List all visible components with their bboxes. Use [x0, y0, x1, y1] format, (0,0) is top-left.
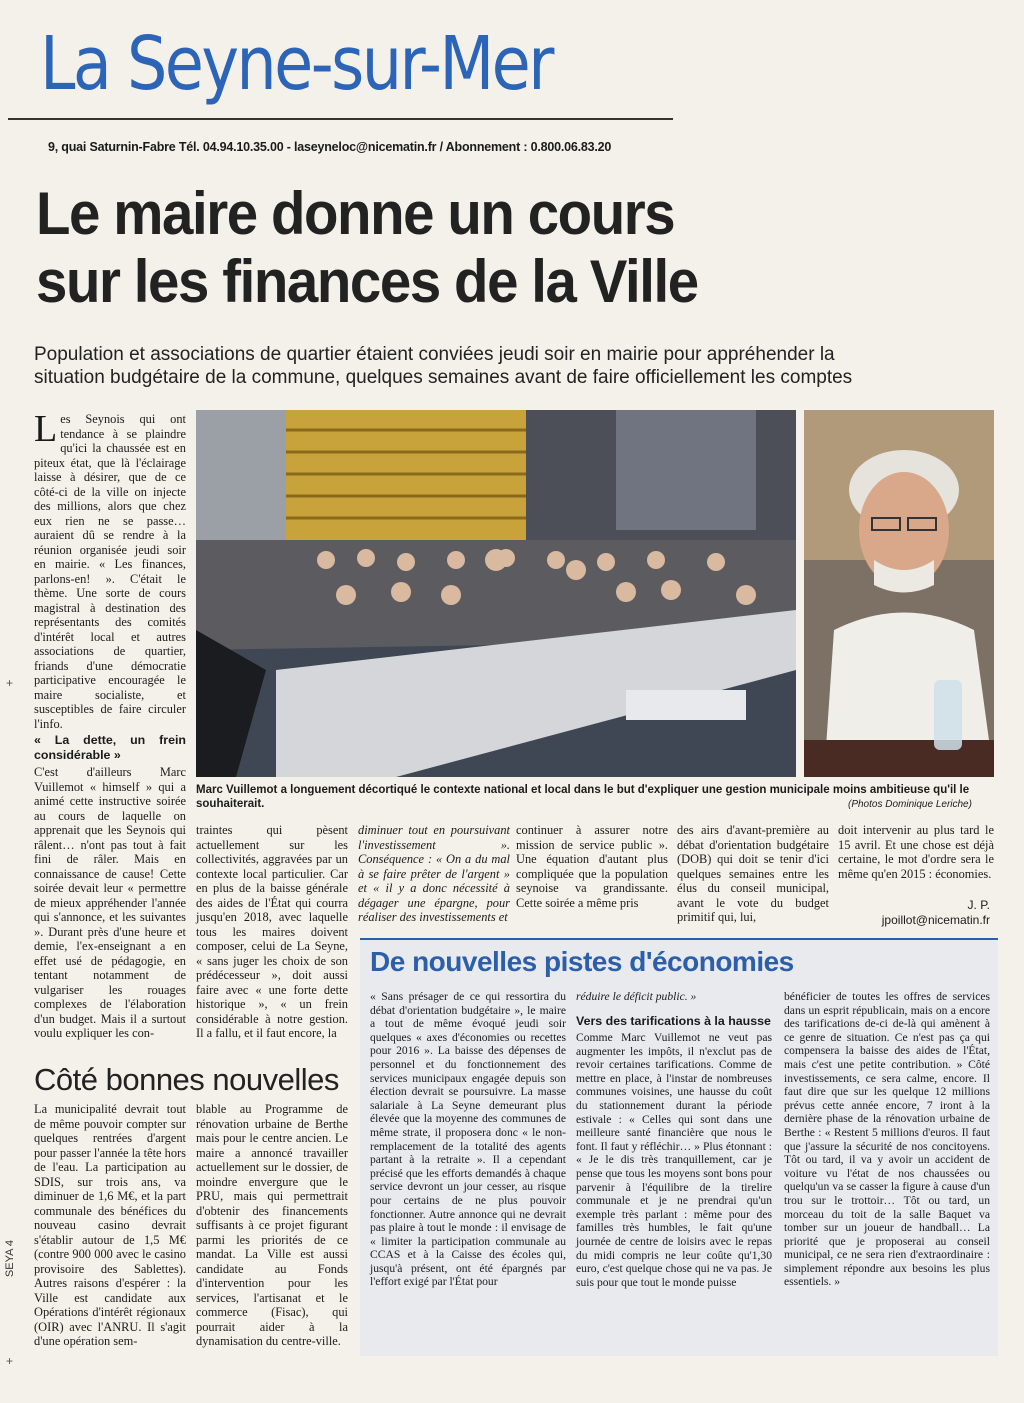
article-body-2: traintes qui pèsent actuellement sur les collectivités, aggravées par un contexte local particulier. Car en plus de la baisse générale des aides de l'État qui courra jusqu'en 2018, avec laquelle tous les maires doivent composer, celui de La Seyne, « sans juger les choix de son prédécesseur », doit aussi faire avec « une forte dette historique », « un frein considérable à notre gestion. Il a fallu, et il faut encore, la	[196, 823, 348, 1040]
article-column-4	[516, 823, 668, 912]
good-news-column-1	[34, 1102, 186, 1351]
good-news-title: Côté bonnes nouvelles	[34, 1062, 339, 1097]
article-body-3: diminuer tout en poursuivant l'investissement ». Conséquence : « On a du mal à se faire prêter de l'argent » et « il y a donc nécessité à dégager une épargne, pour réaliser des investissements et	[358, 823, 510, 924]
drop-cap: L	[34, 408, 58, 450]
meeting-photo	[196, 410, 796, 777]
article-column-5	[677, 823, 829, 927]
masthead	[40, 14, 640, 132]
headline	[36, 180, 938, 316]
economies-column-1	[370, 990, 566, 1291]
masthead-rule	[8, 118, 673, 120]
byline	[830, 898, 990, 928]
registration-mark-icon: +	[6, 676, 14, 690]
economies-column-3	[784, 990, 990, 1291]
deck-line-1: Population et associations de quartier étaient conviées jeudi soir en mairie pour appréhender la	[34, 344, 835, 365]
deck-line-2: situation budgétaire de la commune, quelques semaines avant de faire officiellement les comptes	[34, 367, 853, 388]
photo-caption: Marc Vuillemot a longuement décortiqué le contexte national et local dans le but d'expliquer une gestion municipale moins ambitieuse qu'il le souhaiterait.	[196, 784, 970, 810]
article-column-6	[838, 823, 994, 883]
economies-body-3: bénéficier de toutes les offres de services dans un esprit républicain, mais on a encore des tarifications de-ci de-là qui amènent à ce genre de situation. Ce n'est pas ça qui compensera la baisse des aides de l'État, mais c'est une petite contribution. » Côté investissements, ce sera calme, encore. Il faut dire que sur les quelque 12 millions prévus cette année encore, 7 iront à la dernière phase de la rénovation urbaine de Berthe : « Restent 5 millions d'euros. Il faut que j'assure la sécurité de nos concitoyens. Tôt ou tard, il va y avoir un accident de voiture vu l'état de nos chaussées ou quelqu'un va se casser la figure à cause d'un trou sur le trottoir… Tôt ou tard, un morceau du toit de la salle Baquet va tomber sur un joueur de handball… La priorité que je proposerai au conseil municipal, ce ne sera rien d'extraordinaire : simplement répondre aux besoins les plus essentiels. »	[784, 990, 990, 1289]
byline-initials: J. P.	[967, 898, 990, 912]
masthead-title: La Seyne-sur-Mer	[40, 21, 552, 107]
deck	[34, 343, 994, 389]
economies-body-2-top: réduire le déficit public. »	[576, 990, 697, 1003]
article-column-3	[358, 823, 510, 927]
article-body-1: C'est d'ailleurs Marc Vuillemot « himself » qui a animé cette instructive soirée au cours de laquelle on apprenait que les Seynois qui râlent… n'ont pas tout à fait fini de râler. Mais en connaissance de cause! Cette soirée devait leur « permettre de mieux appréhender l'année qui s'annonce, et les suivantes ». Durant près d'une heure et demie, l'ex-enseignant a en effet usé de pédagogie, en tentant notamment de vulgariser les rouages complexes de l'élaboration d'un budget. Mais il a surtout voulu expliquer les con-	[34, 765, 186, 1040]
good-news-column-2	[196, 1102, 348, 1351]
photo-credit: (Photos Dominique Leriche)	[848, 799, 972, 810]
registration-mark-icon: +	[6, 1354, 14, 1368]
economies-box-title: De nouvelles pistes d'économies	[370, 946, 794, 977]
headline-line-2: sur les finances de la Ville	[36, 248, 698, 315]
page-tag: SEYA 4	[4, 1240, 16, 1278]
meeting-photo-svg	[196, 410, 796, 777]
masthead-contact: 9, quai Saturnin-Fabre Tél. 04.94.10.35.00 - laseyneloc@nicematin.fr / Abonnement : 0.800.06.83.20	[48, 140, 612, 154]
article-column-1	[34, 408, 186, 1043]
headline-line-1: Le maire donne un cours	[36, 180, 675, 247]
economies-body-2: Comme Marc Vuillemot ne veut pas augmenter les impôts, il n'exclut pas de revoir certaines tarifications. Comme de mettre en place, à l'instar de nombreuses communes voisines, une hausse du coût du stationnement durant la période estivale : « Celles qui sont dans une meilleure santé financière que nous le font. Il faut y réfléchir… » Plus étonnant : « Je le dis très tranquillement, car je pense que tous les moyens sont bons pour parvenir à l'équilibre de la tirelire communale et je ne prendrai qu'un exemple très parlant : même pour des familles très humbles, le fait qu'une journée de centre de loisirs avec le repas du midi compris ne leur coûte qu'1,30 euro, c'est quelque chose qui ne va pas. Je suis pour que tout le monde puisse	[576, 1031, 772, 1289]
article-body-5: des airs d'avant-première au débat d'orientation budgétaire (DOB) qui doit se tenir d'ici quelques semaines entre les élus du conseil municipal, avant le vote du budget primitif qui, lui,	[677, 823, 829, 924]
mayor-photo	[804, 410, 994, 777]
article-intro: es Seynois qui ont tendance à se plaindre qu'ici la chaussée est en piteux état, que là l'éclairage laisse à désirer, que de ce côté-ci de la ville on injecte des millions, alors que chez eux rien ne se passe… auraient dû se rendre à la réunion organisée jeudi soir en mairie. « Les finances, parlons-en! ». C'était le thème. Une sorte de cours magistral à destination des représentants des comités d'intérêt local et autres associations de quartier, friands d'une démocratie participative encouragée le maire socialiste, et susceptibles de faire circuler l'info.	[34, 412, 186, 731]
good-news-body-2: blable au Programme de rénovation urbaine de Berthe mais pour le centre ancien. Le maire a annoncé travailler actuellement sur le dossier, de moindre envergure que le PRU, mais qui permettrait d'obtenir des financements suffisants à ce projet figurant parmi les priorités de ce mandat. La Ville est aussi candidate au Fonds d'intervention pour les services, l'artisanat et le commerce (Fisac), qui pourrait aider à la dynamisation du centre-ville.	[196, 1102, 348, 1348]
subhead-dette: « La dette, un frein considérable »	[34, 733, 186, 762]
economies-body-1: « Sans présager de ce qui ressortira du débat d'orientation budgétaire », le maire a tout de même évoqué jeudi soir quelques « axes d'économies ou recettes pour 2016 ». La baisse des dépenses de personnel et du fonctionnement des services municipaux engagée depuis son élection devrait se poursuivre. La masse salariale à La Seyne demeurant plus élevée que la moyenne des communes de même strate, il proposera donc « le non-remplacement de la totalité des agents partant à la retraite ». Il a cependant précisé que les efforts demandés à chaque service devront un jour cesser, au risque pour certains de ne plus pouvoir fonctionner. Autre annonce qui ne devrait pas plaire à tout le monde : il envisage de « limiter la participation communale au CCAS et à la Caisse des écoles qui, jusqu'à présent, ont été épargnés par l'effort exigé par l'État pour	[370, 990, 566, 1289]
article-body-4: continuer à assurer notre mission de service public ». Une équation d'autant plus compliquée que la population seynoise va grandissante. Cette soirée a même pris	[516, 823, 668, 910]
subhead-tarifications: Vers des tarifications à la hausse	[576, 1013, 771, 1028]
article-column-2	[196, 823, 348, 1043]
good-news-body-1: La municipalité devrait tout de même pouvoir compter sur quelques rentrées d'argent pour passer l'année la tête hors de l'eau. La participation au SDIS, sur trois ans, va diminuer de 1,6 M€, et la part communale des bénéfices du nouveau casino devrait s'établir autour de 1,5 M€ (contre 900 000 avec le casino provisoire des Sablettes). Autres raisons d'espérer : la Ville est candidate aux Opérations d'intérêt régionaux (OIR) avec l'ANRU. Il s'agit d'une opération sem-	[34, 1102, 186, 1348]
economies-column-2	[576, 990, 772, 1291]
article-body-6: doit intervenir au plus tard le 15 avril. Et une chose est déjà certaine, le mot d'ordre sera le même qu'en 2015 : économies.	[838, 823, 994, 881]
byline-email: jpoillot@nicematin.fr	[881, 913, 990, 927]
mayor-photo-svg	[804, 410, 994, 777]
